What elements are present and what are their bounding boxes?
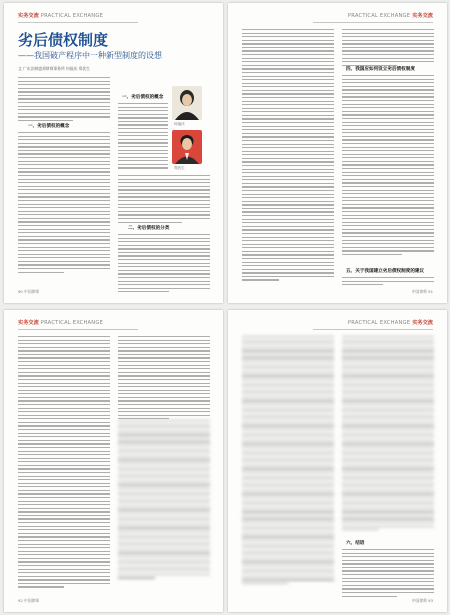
heading-4: 四、我国应如何设立劣后债权制度 xyxy=(346,67,415,72)
section-header xyxy=(18,321,103,326)
section-en: PRACTICAL EXCHANGE xyxy=(40,320,104,326)
page-number-2: 中国律师 91 xyxy=(411,289,433,294)
body-text-p2-col2c xyxy=(342,277,434,288)
body-text-p4-col2b xyxy=(342,549,434,599)
blurred-region-p3 xyxy=(118,420,210,581)
photo-caption-1: 何福庆 xyxy=(174,122,185,126)
section-header xyxy=(18,14,103,19)
page-number-1: 90 中国律师 xyxy=(18,289,40,294)
section-header xyxy=(348,14,433,19)
section-cn: 实务交流 xyxy=(18,320,39,326)
article-title: 劣后债权制度 xyxy=(18,31,109,49)
body-text-col2b xyxy=(118,175,210,225)
body-text-p4-col1 xyxy=(242,336,334,586)
heading-2: 二、劣后债权的分类 xyxy=(128,226,170,231)
body-text-p3-col1 xyxy=(18,336,110,590)
section-header xyxy=(348,321,433,326)
body-text-p2-col1 xyxy=(242,29,334,283)
section-en: PRACTICAL EXCHANGE xyxy=(347,320,411,326)
page-number-3: 92 中国律师 xyxy=(18,598,40,603)
page-2 xyxy=(228,3,447,303)
heading-1: 一、劣后债权的概念 xyxy=(28,124,70,129)
article-subtitle: ——我国破产程序中一种新型制度的设想 xyxy=(18,51,162,60)
page-3 xyxy=(4,310,223,612)
section-cn: 实务交流 xyxy=(412,320,433,326)
body-text-p3-col2b xyxy=(118,420,210,579)
section-cn: 实务交流 xyxy=(18,13,39,19)
author-photo-2 xyxy=(172,130,202,164)
page-4 xyxy=(228,310,447,612)
header-rule xyxy=(18,329,138,330)
body-text-col1a xyxy=(18,77,110,124)
heading-5: 五、关于我国建立劣后债权制度的建议 xyxy=(346,269,425,274)
heading-6: 六、结语 xyxy=(346,541,365,546)
section-en: PRACTICAL EXCHANGE xyxy=(40,13,104,19)
body-text-col1b xyxy=(18,132,110,275)
author-photo-1 xyxy=(172,86,202,120)
section-en: PRACTICAL EXCHANGE xyxy=(347,13,411,19)
body-text-p2-col2a xyxy=(342,29,434,68)
body-text-col2c xyxy=(118,234,210,295)
header-rule xyxy=(313,329,433,330)
author-line: 文 广东法制盛邦律师事务所 何福庆 郑伏生 xyxy=(18,66,90,71)
section-cn: 实务交流 xyxy=(412,13,433,19)
body-text-p2-col2b xyxy=(342,75,434,257)
heading-1-right: 一、劣后债权的概念 xyxy=(122,95,164,100)
page-number-4: 中国律师 93 xyxy=(411,598,433,603)
page-1 xyxy=(4,3,223,303)
body-text-p3-col2a xyxy=(118,336,210,422)
body-text-p4-col2a xyxy=(342,336,434,533)
body-text-col2a xyxy=(118,103,168,171)
header-rule xyxy=(313,22,433,23)
header-rule xyxy=(18,22,138,23)
photo-caption-2: 郑伏生 xyxy=(174,166,185,170)
